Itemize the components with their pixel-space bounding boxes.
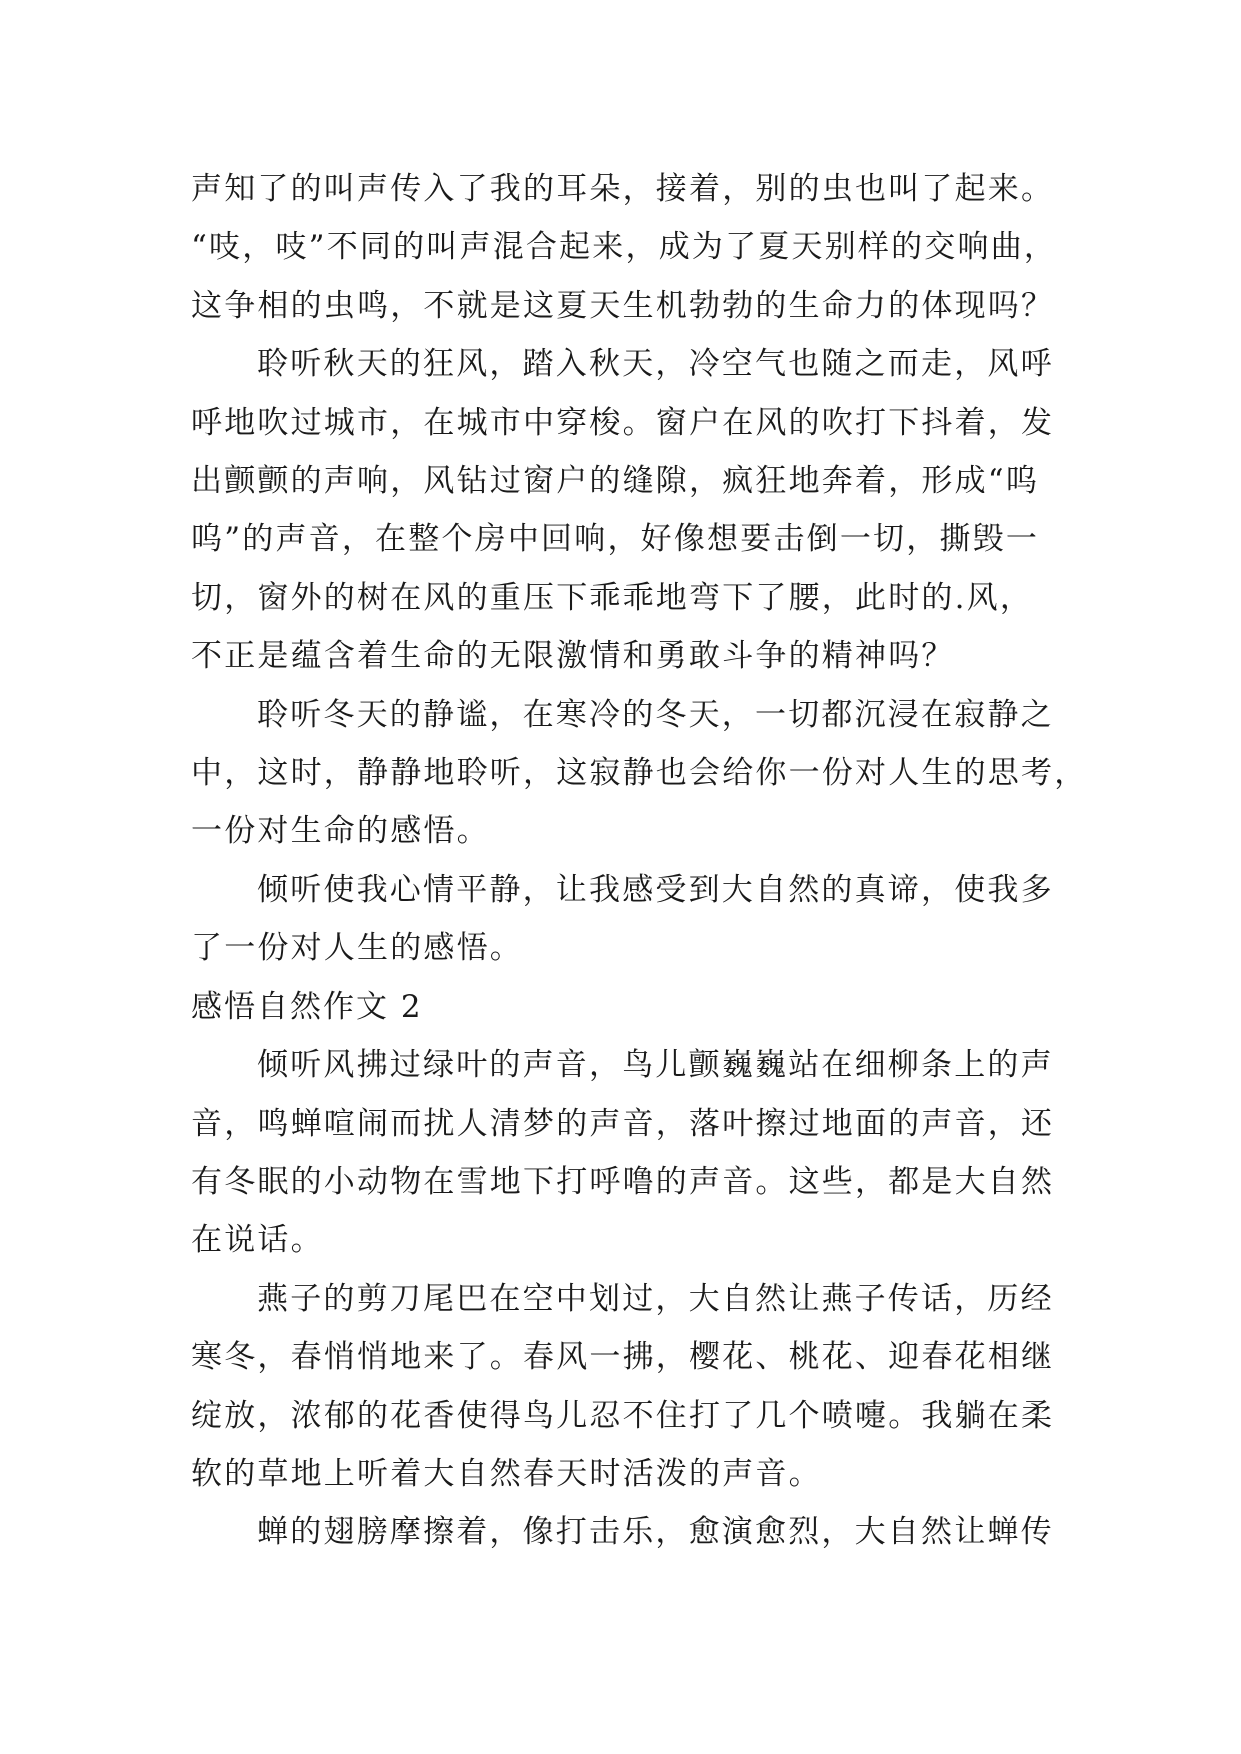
paragraph-start-listening: 倾听使我心情平静，让我感受到大自然的真谛，使我多 [257, 871, 1054, 908]
text-line: 出颤颤的声响，风钻过窗户的缝隙，疯狂地奔着，形成“呜 [191, 463, 1040, 500]
document-body [191, 160, 1088, 1562]
paragraph-start-swallow: 燕子的剪刀尾巴在空中划过，大自然让燕子传话，历经 [257, 1280, 1054, 1317]
paragraph-start-wind: 倾听风拂过绿叶的声音，鸟儿颤巍巍站在细柳条上的声 [257, 1047, 1054, 1084]
text-line [191, 335, 1071, 393]
text-line: 呜”的声音，在整个房中回响，好像想要击倒一切，撕毁一 [191, 521, 1040, 558]
text-line: 在说话。 [191, 1222, 324, 1259]
text-line: 切，窗外的树在风的重压下乖乖地弯下了腰，此时的.风， [191, 579, 1034, 616]
text-line: 呼地吹过城市，在城市中穿梭。窗户在风的吹打下抖着，发 [191, 404, 1055, 441]
text-line [191, 1036, 1071, 1094]
text-line [191, 1503, 1071, 1561]
text-line: 寒冬，春悄悄地来了。春风一拂，樱花、桃花、迎春花相继 [191, 1339, 1055, 1376]
paragraph-start-winter: 聆听冬天的静谧，在寒冷的冬天，一切都沉浸在寂静之 [257, 696, 1054, 733]
text-line: 声知了的叫声传入了我的耳朵，接着，别的虫也叫了起来。 [191, 171, 1055, 207]
text-line: “吱，吱”不同的叫声混合起来，成为了夏天别样的交响曲， [191, 229, 1058, 266]
text-line: 绽放，浓郁的花香使得鸟儿忍不住打了几个喷嚏。我躺在柔 [191, 1397, 1055, 1434]
paragraph-start-cicada: 蝉的翅膀摩擦着，像打击乐，愈演愈烈，大自然让蝉传 [257, 1514, 1054, 1551]
text-line: 不正是蕴含着生命的无限激情和勇敢斗争的精神吗？ [191, 638, 955, 675]
paragraph-start-autumn: 聆听秋天的狂风，踏入秋天，冷空气也随之而走，风呼 [257, 346, 1054, 383]
text-line [191, 861, 1071, 919]
text-line: 有冬眠的小动物在雪地下打呼噜的声音。这些，都是大自然 [191, 1163, 1055, 1200]
section-heading: 感悟自然作文 2 [191, 988, 423, 1025]
text-line: 中，这时，静静地聆听，这寂静也会给你一份对人生的思考， [191, 755, 1088, 792]
text-line [191, 686, 1071, 744]
text-line: 软的草地上听着大自然春天时活泼的声音。 [191, 1455, 822, 1492]
text-line [191, 1270, 1071, 1328]
text-line: 音，鸣蝉喧闹而扰人清梦的声音，落叶擦过地面的声音，还 [191, 1105, 1055, 1142]
text-line: 了一份对人生的感悟。 [191, 930, 523, 967]
text-line: 这争相的虫鸣，不就是这夏天生机勃勃的生命力的体现吗？ [191, 287, 1055, 324]
text-line: 一份对生命的感悟。 [191, 813, 490, 850]
